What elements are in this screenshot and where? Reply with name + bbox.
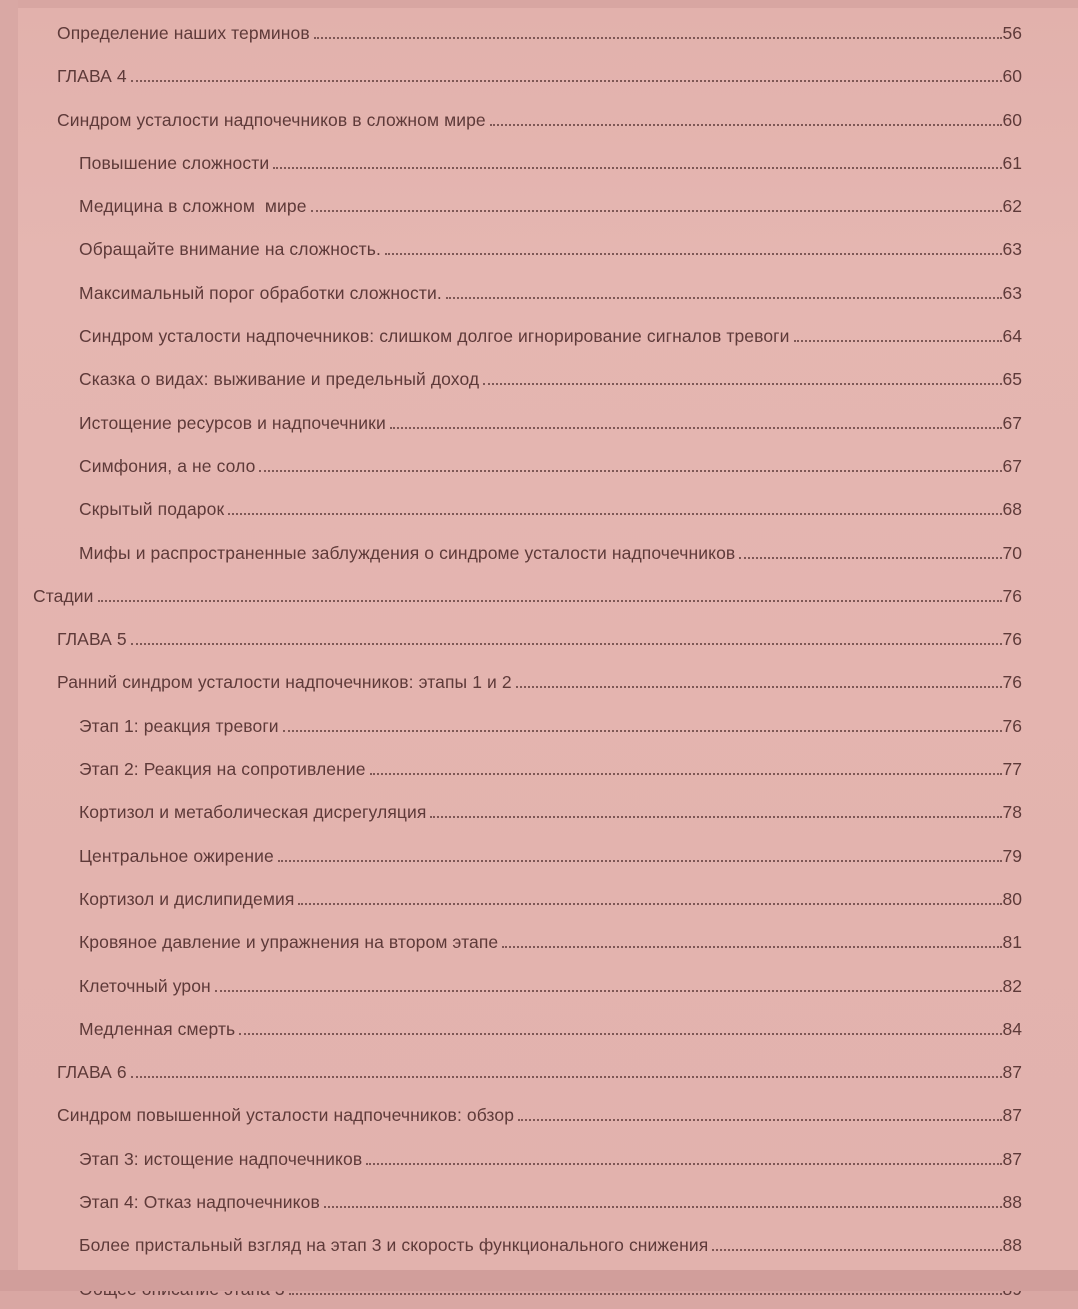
toc-entry-label: Медленная смерть [79,1018,236,1039]
dot-leader [516,686,1002,688]
toc-entry[interactable] [18,486,1022,529]
toc-entry-label: Скрытый подарок [79,499,225,520]
toc-entry-label: Этап 3: истощение надпочечников [79,1148,363,1169]
toc-entry-page: 82 [1002,975,1022,996]
toc-entry[interactable] [18,833,1022,876]
dot-leader [314,37,1002,39]
toc-entry-label: Кортизол и метаболическая дисрегуляция [79,802,427,823]
toc-entry-page: 87 [1002,1105,1022,1126]
toc-entry-page: 80 [1002,888,1022,909]
toc-entry-page: 68 [1002,499,1022,520]
dot-leader [518,1119,1002,1121]
toc-entry[interactable] [18,400,1022,443]
dot-leader [298,903,1001,905]
dot-leader [289,1293,1002,1295]
toc-entry-label: Более пристальный взгляд на этап 3 и скорость функционального снижения [79,1235,709,1256]
dot-leader [370,773,1002,775]
toc-entry-page: 77 [1002,759,1022,780]
dot-leader [131,643,1002,645]
dot-leader [490,124,1002,126]
toc-entry[interactable] [18,1006,1022,1049]
toc-entry[interactable] [18,919,1022,962]
toc-entry-label: Кровяное давление и упражнения на втором этапе [79,932,499,953]
toc-entry[interactable] [18,270,1022,313]
toc-entry-label: Симфония, а не соло [79,455,256,476]
toc-entry-page: 62 [1002,196,1022,217]
dot-leader [278,860,1002,862]
dot-leader [324,1206,1002,1208]
toc-entry[interactable] [18,53,1022,96]
toc-entry-label: Синдром усталости надпочечников в сложном мире [57,109,486,130]
toc-entry-label: Сказка о видах: выживание и предельный доход [79,369,480,390]
dot-leader [239,1033,1001,1035]
toc-entry-label: Этап 1: реакция тревоги [79,715,279,736]
toc-entry-page: 79 [1002,845,1022,866]
toc-entry-label: Ранний синдром усталости надпочечников: этапы 1 и 2 [57,672,512,693]
dot-leader [712,1249,1001,1251]
dot-leader [273,167,1001,169]
toc-entry[interactable] [18,443,1022,486]
dot-leader [366,1163,1001,1165]
toc-entry-page: 88 [1002,1192,1022,1213]
toc-entry-label: Мифы и распространенные заблуждения о синдроме усталости надпочечников [79,542,736,563]
toc-entry[interactable] [18,1049,1022,1092]
toc-entry[interactable] [18,1222,1022,1265]
toc-entry[interactable] [18,140,1022,183]
dot-leader [98,600,1002,602]
toc-entry-page: 60 [1002,109,1022,130]
toc-entry[interactable] [18,616,1022,659]
dot-leader [215,990,1002,992]
toc-entry-label: Этап 4: Отказ надпочечников [79,1192,320,1213]
toc-entry[interactable] [18,1136,1022,1179]
toc-entry-page: 67 [1002,412,1022,433]
toc-entry-page: 88 [1002,1235,1022,1256]
toc-entry[interactable] [18,313,1022,356]
toc-entry[interactable] [18,1092,1022,1135]
dot-leader [739,557,1001,559]
toc-entry-label: Синдром повышенной усталости надпочечников: обзор [57,1105,515,1126]
toc-entry[interactable] [18,97,1022,140]
toc-entry-label: Клеточный урон [79,975,211,996]
toc-entry-page: 56 [1002,23,1022,43]
toc-entry[interactable] [18,746,1022,789]
toc-entry-page: 76 [1002,715,1022,736]
page-edge-left [0,0,18,1291]
toc-entry-label: Обращайте внимание на сложность. [79,239,381,260]
toc-entry[interactable] [18,10,1022,53]
toc-entry-label: Определение наших терминов [57,23,310,43]
dot-leader [131,1076,1002,1078]
toc-entry-page: 87 [1002,1062,1022,1083]
dot-leader [483,383,1001,385]
toc-entry-label: Медицина в сложном мире [79,196,307,217]
toc-entry-label: ГЛАВА 5 [57,629,127,650]
toc-entry-label: Центральное ожирение [79,845,274,866]
toc-entry[interactable] [18,226,1022,269]
toc-list [18,8,1078,1270]
toc-entry-page: 63 [1002,282,1022,303]
toc-entry-label: Синдром усталости надпочечников: слишком долгое игнорирование сигналов тревоги [79,326,790,347]
toc-entry[interactable] [18,183,1022,226]
page-edge-bottom [0,1270,1078,1291]
toc-entry-page: 67 [1002,455,1022,476]
dot-leader [283,730,1002,732]
toc-entry[interactable] [18,789,1022,832]
toc-entry-page: 81 [1002,932,1022,953]
dot-leader [794,340,1002,342]
toc-entry-label: Максимальный порог обработки сложности. [79,282,442,303]
dot-leader [430,816,1001,818]
dot-leader [131,80,1002,82]
toc-entry-page: 70 [1002,542,1022,563]
page-edge-top [0,0,1078,8]
toc-entry[interactable] [18,876,1022,919]
toc-entry-label: ГЛАВА 6 [57,1062,127,1083]
toc-entry[interactable] [18,356,1022,399]
toc-entry-page: 76 [1002,672,1022,693]
toc-entry-page: 84 [1002,1018,1022,1039]
toc-entry-label: Кортизол и дислипидемия [79,888,295,909]
toc-entry[interactable] [18,703,1022,746]
toc-entry-page: 60 [1002,66,1022,87]
toc-entry-page: 78 [1002,802,1022,823]
dot-leader [385,253,1002,255]
toc-entry-page: 76 [1002,585,1022,606]
toc-page [18,8,1078,1270]
toc-entry-page: 61 [1002,152,1022,173]
toc-entry[interactable] [18,530,1022,573]
dot-leader [390,427,1002,429]
toc-entry-page: 63 [1002,239,1022,260]
toc-entry-page: 87 [1002,1148,1022,1169]
toc-entry[interactable] [18,963,1022,1006]
toc-entry[interactable] [18,573,1022,616]
toc-entry-label: Этап 2: Реакция на сопротивление [79,759,366,780]
dot-leader [502,946,1001,948]
toc-entry[interactable] [18,659,1022,702]
dot-leader [259,470,1001,472]
toc-entry-label: Истощение ресурсов и надпочечники [79,412,386,433]
dot-leader [311,210,1002,212]
dot-leader [228,513,1001,515]
toc-entry-page: 64 [1002,326,1022,347]
toc-entry-label: Повышение сложности [79,152,270,173]
toc-entry[interactable] [18,1179,1022,1222]
toc-entry-label: ГЛАВА 4 [57,66,127,87]
toc-entry-label: Стадии [33,585,94,606]
dot-leader [446,297,1002,299]
toc-entry-page: 76 [1002,629,1022,650]
toc-entry-page: 65 [1002,369,1022,390]
